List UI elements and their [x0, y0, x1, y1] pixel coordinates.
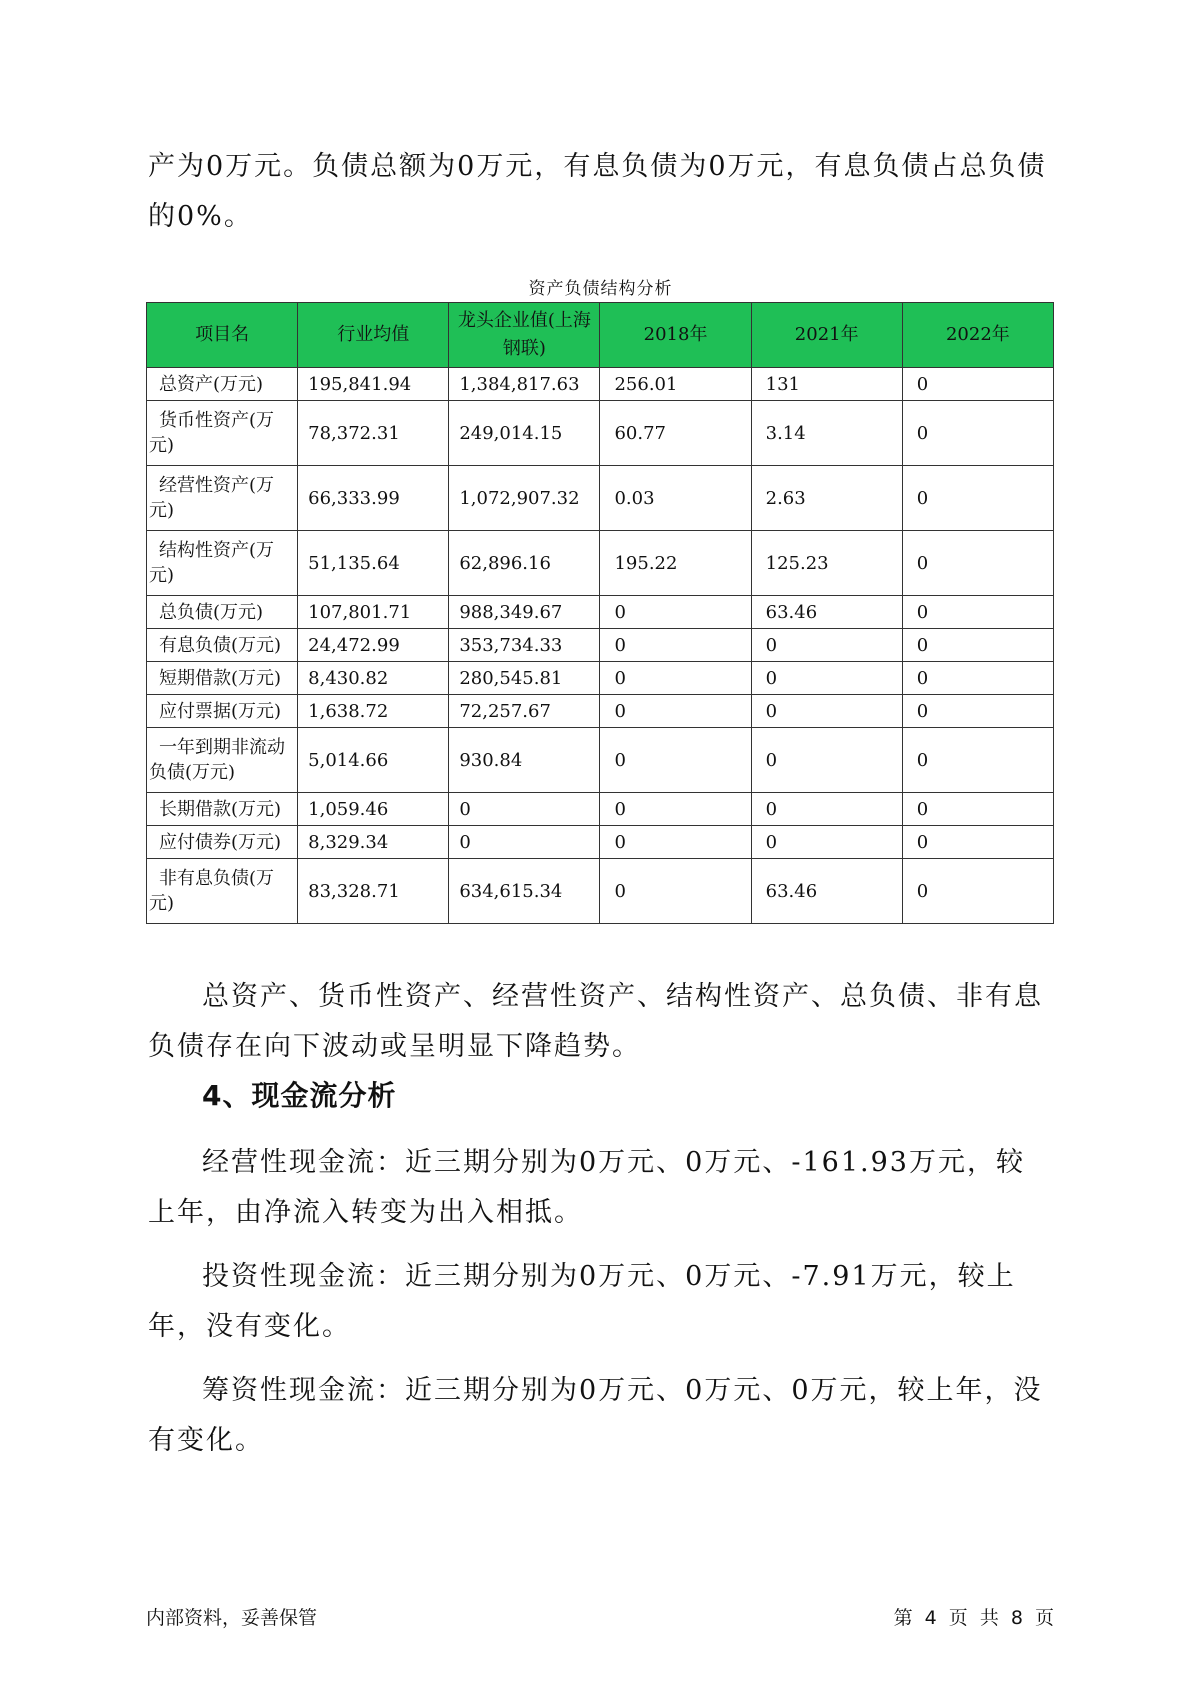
- row-label: 货币性资产(万元): [147, 401, 298, 466]
- operating-cashflow-paragraph: 经营性现金流：近三期分别为0万元、0万元、-161.93万元，较上年，由净流入转变为出入相抵。: [148, 1147, 1025, 1228]
- table-row: [147, 401, 1054, 466]
- footer-confidential-note: 内部资料，妥善保管: [146, 1607, 318, 1629]
- cell-2018: 0: [600, 826, 751, 859]
- cell-leader: 280,545.81: [449, 662, 600, 695]
- cell-2018: 60.77: [600, 401, 751, 466]
- table-row: [147, 466, 1054, 531]
- cell-2022: 0: [902, 793, 1053, 826]
- cell-2022: 0: [902, 826, 1053, 859]
- table-row: [147, 596, 1054, 629]
- cell-2021: 0: [751, 629, 902, 662]
- header-item-name: 项目名: [147, 303, 298, 368]
- row-label: 应付票据(万元): [147, 695, 298, 728]
- row-label: 总资产(万元): [147, 368, 298, 401]
- cell-2021: 0: [751, 695, 902, 728]
- row-label: 结构性资产(万元): [147, 531, 298, 596]
- cell-2022: 0: [902, 695, 1053, 728]
- cell-2022: 0: [902, 368, 1053, 401]
- cell-industry-avg: 1,059.46: [298, 793, 449, 826]
- table-row: [147, 793, 1054, 826]
- row-label: 一年到期非流动负债(万元): [147, 728, 298, 793]
- cell-leader: 0: [449, 793, 600, 826]
- section-heading: 4、现金流分析: [202, 1079, 397, 1112]
- table-header-row: [147, 303, 1054, 368]
- cell-2022: 0: [902, 531, 1053, 596]
- cell-2022: 0: [902, 662, 1053, 695]
- row-label: 应付债券(万元): [147, 826, 298, 859]
- row-label: 经营性资产(万元): [147, 466, 298, 531]
- cell-2021: 0: [751, 662, 902, 695]
- table-row: [147, 826, 1054, 859]
- cell-leader: 353,734.33: [449, 629, 600, 662]
- cell-leader: 988,349.67: [449, 596, 600, 629]
- row-label: 总负债(万元): [147, 596, 298, 629]
- financing-cashflow-paragraph: 筹资性现金流：近三期分别为0万元、0万元、0万元，较上年，没有变化。: [148, 1375, 1043, 1456]
- cell-2021: 0: [751, 826, 902, 859]
- summary-paragraph: 总资产、货币性资产、经营性资产、结构性资产、总负债、非有息负债存在向下波动或呈明显下降趋势。: [148, 981, 1043, 1062]
- cell-2018: 0.03: [600, 466, 751, 531]
- cell-2021: 63.46: [751, 596, 902, 629]
- cell-2021: 63.46: [751, 859, 902, 924]
- cell-2018: 0: [600, 859, 751, 924]
- cell-2021: 0: [751, 728, 902, 793]
- cell-2018: 195.22: [600, 531, 751, 596]
- cell-industry-avg: 5,014.66: [298, 728, 449, 793]
- table-row: [147, 531, 1054, 596]
- header-leader-value: 龙头企业值(上海钢联): [449, 303, 600, 368]
- row-label: 短期借款(万元): [147, 662, 298, 695]
- table-row: [147, 368, 1054, 401]
- table-row: [147, 629, 1054, 662]
- table-row: [147, 662, 1054, 695]
- cell-2022: 0: [902, 401, 1053, 466]
- cell-2018: 256.01: [600, 368, 751, 401]
- investing-cashflow-paragraph: 投资性现金流：近三期分别为0万元、0万元、-7.91万元，较上年，没有变化。: [148, 1261, 1016, 1342]
- balance-sheet-table: [146, 302, 1054, 924]
- cell-industry-avg: 107,801.71: [298, 596, 449, 629]
- cell-leader: 1,384,817.63: [449, 368, 600, 401]
- cell-2022: 0: [902, 629, 1053, 662]
- table-row: [147, 728, 1054, 793]
- cell-2021: 125.23: [751, 531, 902, 596]
- header-industry-avg: 行业均值: [298, 303, 449, 368]
- cell-industry-avg: 8,430.82: [298, 662, 449, 695]
- cell-leader: 1,072,907.32: [449, 466, 600, 531]
- cell-2021: 2.63: [751, 466, 902, 531]
- cell-industry-avg: 78,372.31: [298, 401, 449, 466]
- row-label: 非有息负债(万元): [147, 859, 298, 924]
- header-2021: 2021年: [751, 303, 902, 368]
- cell-2018: 0: [600, 629, 751, 662]
- cell-leader: 0: [449, 826, 600, 859]
- cell-2022: 0: [902, 596, 1053, 629]
- cell-2018: 0: [600, 662, 751, 695]
- table-row: [147, 859, 1054, 924]
- cell-industry-avg: 195,841.94: [298, 368, 449, 401]
- cell-2021: 131: [751, 368, 902, 401]
- cell-industry-avg: 83,328.71: [298, 859, 449, 924]
- cell-leader: 72,257.67: [449, 695, 600, 728]
- cell-leader: 930.84: [449, 728, 600, 793]
- cell-2018: 0: [600, 793, 751, 826]
- cell-2018: 0: [600, 596, 751, 629]
- cell-industry-avg: 8,329.34: [298, 826, 449, 859]
- cell-2021: 0: [751, 793, 902, 826]
- cell-2018: 0: [600, 728, 751, 793]
- cell-industry-avg: 51,135.64: [298, 531, 449, 596]
- cell-2018: 0: [600, 695, 751, 728]
- intro-paragraph: 产为0万元。负债总额为0万元，有息负债为0万元，有息负债占总负债的0%。: [148, 151, 1047, 232]
- row-label: 长期借款(万元): [147, 793, 298, 826]
- header-2022: 2022年: [902, 303, 1053, 368]
- header-2018: 2018年: [600, 303, 751, 368]
- cell-leader: 634,615.34: [449, 859, 600, 924]
- cell-leader: 249,014.15: [449, 401, 600, 466]
- cell-industry-avg: 66,333.99: [298, 466, 449, 531]
- cell-2021: 3.14: [751, 401, 902, 466]
- cell-industry-avg: 1,638.72: [298, 695, 449, 728]
- cell-industry-avg: 24,472.99: [298, 629, 449, 662]
- page-number: 第 4 页 共 8 页: [893, 1607, 1054, 1629]
- table-caption: 资产负债结构分析: [528, 279, 673, 299]
- cell-2022: 0: [902, 728, 1053, 793]
- cell-2022: 0: [902, 859, 1053, 924]
- cell-2022: 0: [902, 466, 1053, 531]
- cell-leader: 62,896.16: [449, 531, 600, 596]
- table-row: [147, 695, 1054, 728]
- row-label: 有息负债(万元): [147, 629, 298, 662]
